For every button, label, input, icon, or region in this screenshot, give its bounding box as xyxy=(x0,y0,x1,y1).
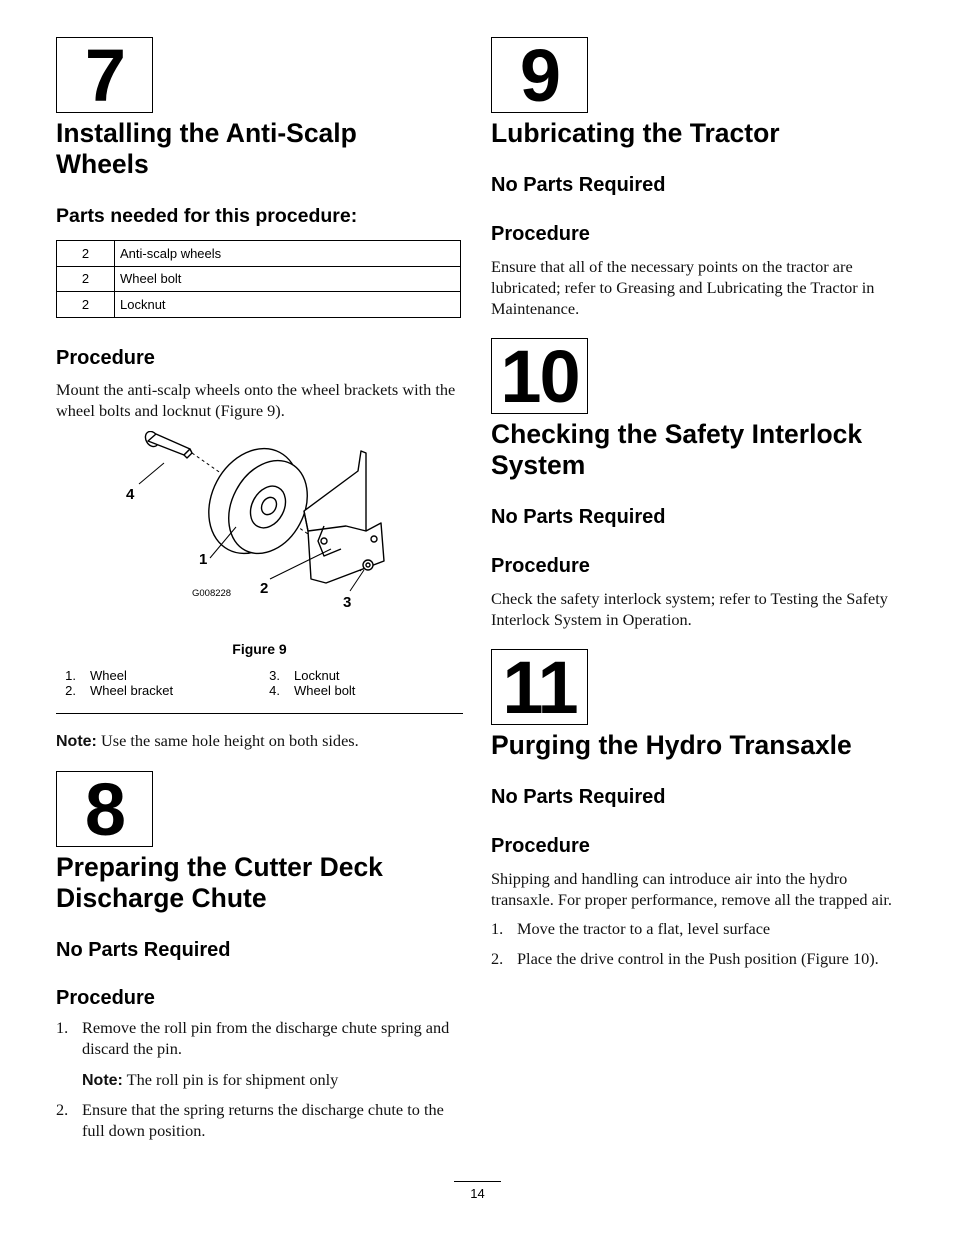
legend-text: Wheel bracket xyxy=(90,682,174,698)
step-number-box-7: 7 xyxy=(56,37,153,113)
figure-legend xyxy=(56,668,463,698)
legend-text: Wheel bolt xyxy=(294,682,356,698)
note-8 xyxy=(82,1069,463,1091)
part-name: Anti-scalp wheels xyxy=(115,241,461,267)
table-row xyxy=(57,241,461,267)
step-title-9: Lubricating the Tractor xyxy=(491,118,780,148)
step-title-8-line1: Preparing the Cutter Deck xyxy=(56,851,383,882)
step-title-7-line1: Installing the Anti-Scalp xyxy=(56,118,357,148)
callout-2: 2 xyxy=(260,579,269,597)
list-text: Place the drive control in the Push position (Figure 10). xyxy=(517,949,879,968)
left-column xyxy=(56,34,463,1141)
procedure-heading-11: Procedure xyxy=(491,835,590,857)
step-number-box-11: 11 xyxy=(491,649,588,725)
legend-num: 1. xyxy=(65,667,76,683)
table-row xyxy=(57,292,461,318)
figure-9-illustration xyxy=(56,431,463,641)
callout-3: 3 xyxy=(343,593,352,611)
list-item xyxy=(491,918,901,939)
procedure-heading-8: Procedure xyxy=(56,986,155,1009)
legend-num: 4. xyxy=(269,682,280,698)
list-item xyxy=(56,1099,463,1141)
list-item xyxy=(56,1017,463,1091)
parts-heading: Parts needed for this procedure: xyxy=(56,205,358,227)
list-num: 1. xyxy=(56,1017,69,1037)
parts-table xyxy=(56,240,461,318)
list-text: Ensure that the spring returns the discharge chute to the full down position. xyxy=(82,1099,444,1140)
procedure-heading-7: Procedure xyxy=(56,346,155,369)
no-parts-8: No Parts Required xyxy=(56,938,231,961)
legend-divider xyxy=(56,713,463,714)
legend-num: 2. xyxy=(65,682,76,698)
procedure-list-11 xyxy=(491,918,901,969)
procedure-heading-9: Procedure xyxy=(491,223,590,245)
list-num: 2. xyxy=(491,949,504,968)
procedure-list-8 xyxy=(56,1017,463,1141)
part-name: Wheel bolt xyxy=(115,266,461,292)
graphic-code: G008228 xyxy=(192,587,232,599)
figure-caption: Figure 9 xyxy=(232,640,287,657)
step-number-box-9: 9 xyxy=(491,37,588,113)
list-item xyxy=(491,948,901,969)
procedure-text-7: Mount the anti-scalp wheels onto the wheel brackets with the wheel bolts and locknut (Figure 9). xyxy=(56,379,456,420)
part-name: Locknut xyxy=(115,292,461,318)
list-text: Remove the roll pin from the discharge chute spring and discard the pin. xyxy=(82,1017,450,1058)
procedure-text-10: Check the safety interlock system; refer to Testing the Safety Interlock System in Operation. xyxy=(491,589,888,629)
step-title-7-line2: Wheels xyxy=(56,149,149,179)
note-text: Use the same hole height on both sides. xyxy=(100,730,359,750)
note-label: Note: xyxy=(82,1071,123,1089)
note-label: Note: xyxy=(56,732,97,750)
right-column xyxy=(491,34,901,969)
no-parts-11: No Parts Required xyxy=(491,786,666,808)
page-number: 14 xyxy=(454,1181,501,1201)
callout-1: 1 xyxy=(199,550,208,568)
step-title-10-line1: Checking the Safety Interlock xyxy=(491,419,863,449)
list-text: Move the tractor to a flat, level surface xyxy=(517,919,771,938)
part-qty: 2 xyxy=(57,292,115,318)
procedure-heading-10: Procedure xyxy=(491,555,590,577)
legend-text: Wheel xyxy=(90,667,127,683)
procedure-text-9: Ensure that all of the necessary points on the tractor are lubricated; refer to Greasing and Lubricating the Tractor in Maintenance. xyxy=(491,257,875,318)
no-parts-10: No Parts Required xyxy=(491,506,666,528)
step-title-8 xyxy=(56,852,463,914)
list-num: 1. xyxy=(491,919,504,938)
table-row xyxy=(57,266,461,292)
step-number-box-8: 8 xyxy=(56,771,153,847)
part-qty: 2 xyxy=(57,241,115,267)
step-title-11: Purging the Hydro Transaxle xyxy=(491,730,852,760)
note-7 xyxy=(56,730,463,752)
wheel-assembly-drawing xyxy=(56,431,463,641)
step-title-8-line2: Discharge Chute xyxy=(56,882,267,913)
no-parts-9: No Parts Required xyxy=(491,174,666,196)
list-num: 2. xyxy=(56,1099,69,1119)
legend-text: Locknut xyxy=(294,667,340,683)
part-qty: 2 xyxy=(57,266,115,292)
step-title-10-line2: System xyxy=(491,450,586,480)
callout-4: 4 xyxy=(126,485,135,503)
note-text: The roll pin is for shipment only xyxy=(126,1069,339,1089)
legend-num: 3. xyxy=(269,667,280,683)
step-title-7 xyxy=(56,118,463,180)
procedure-text-11: Shipping and handling can introduce air into the hydro transaxle. For proper performance, remove all the trapped air. xyxy=(491,869,892,909)
step-number-box-10: 10 xyxy=(491,338,588,414)
step-title-10 xyxy=(491,419,901,481)
